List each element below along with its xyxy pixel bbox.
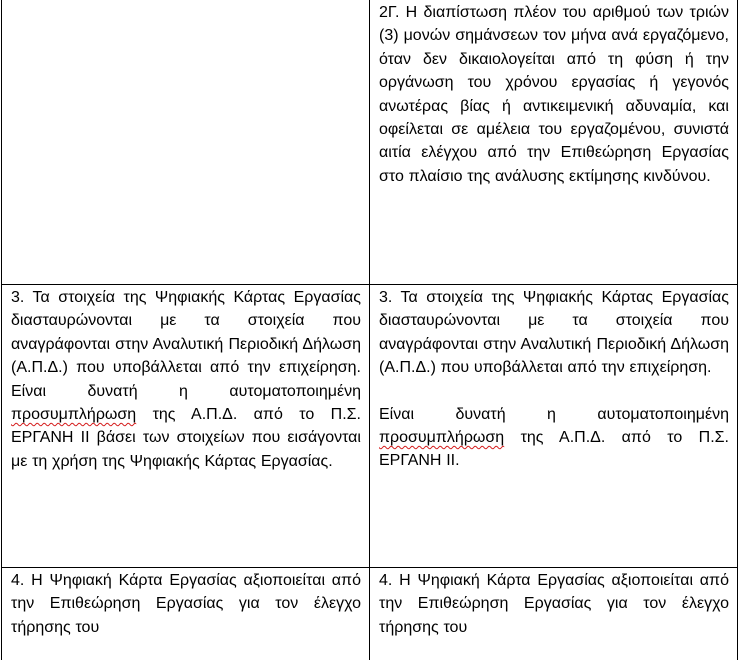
paragraph: 4. Η Ψηφιακή Κάρτα Εργασίας αξιοποιείται από την Επιθεώρηση Εργασίας για τον έλεγχο τήρησης του: [11, 569, 361, 639]
paragraph: 3. Τα στοιχεία της Ψηφιακής Κάρτας Εργασίας διασταυρώνονται με τα στοιχεία που αναγράφονται στην Αναλυτική Περιοδική Δήλωση (Α.Π.Δ.) που υποβάλλεται από την επιχείρηση.: [379, 286, 729, 380]
paragraph: 4. Η Ψηφιακή Κάρτα Εργασίας αξιοποιείται από την Επιθεώρηση Εργασίας για τον έλεγχο τήρησης του: [379, 569, 729, 639]
misspelled-word[interactable]: προσυμπλήρωση: [11, 406, 136, 423]
table-row: [2, 568, 738, 660]
paragraph: 3. Τα στοιχεία της Ψηφιακής Κάρτας Εργασίας διασταυρώνονται με τα στοιχεία που αναγράφονται στην Αναλυτική Περιοδική Δήλωση (Α.Π.Δ.) που υποβάλλεται από την επιχείρηση. Είναι δυνατή η αυτοματοποιημένη προσυμπλήρωση της Α.Π.Δ. από το Π.Σ. ΕΡΓΑΝΗ ΙΙ βάσει των στοιχείων που εισάγονται με τη χρήση της Ψηφιακής Κάρτας Εργασίας.: [11, 286, 361, 473]
right-cell-row-1: [370, 0, 738, 285]
left-cell-row-3: [2, 568, 370, 660]
table-row: [2, 0, 738, 285]
misspelled-word[interactable]: προσυμπλήρωση: [379, 429, 504, 446]
right-cell-row-3: [370, 568, 738, 660]
paragraph: 2Γ. Η διαπίστωση πλέον του αριθμού των τριών (3) μονών σημάνσεων τον μήνα ανά εργαζόμενο, όταν δεν δικαιολογείται από τη φύση ή την οργάνωση του χρόνου εργασίας ή γεγονός ανωτέρας βίας ή αντικειμενική αδυναμία, και οφείλεται σε αμέλεια του εργαζομένου, συνιστά αιτία ελέγχου από την Επιθεώρηση Εργασίας στο πλαίσιο της ανάλυσης εκτίμησης κινδύνου.: [379, 1, 729, 188]
comparison-table: [1, 0, 738, 660]
left-cell-row-2: [2, 285, 370, 568]
right-cell-row-2: [370, 285, 738, 568]
paragraph: Είναι δυνατή η αυτοματοποιημένη προσυμπλήρωση της Α.Π.Δ. από το Π.Σ. ΕΡΓΑΝΗ ΙΙ.: [379, 403, 729, 473]
left-cell-row-1: [2, 0, 370, 285]
table-row: [2, 285, 738, 568]
